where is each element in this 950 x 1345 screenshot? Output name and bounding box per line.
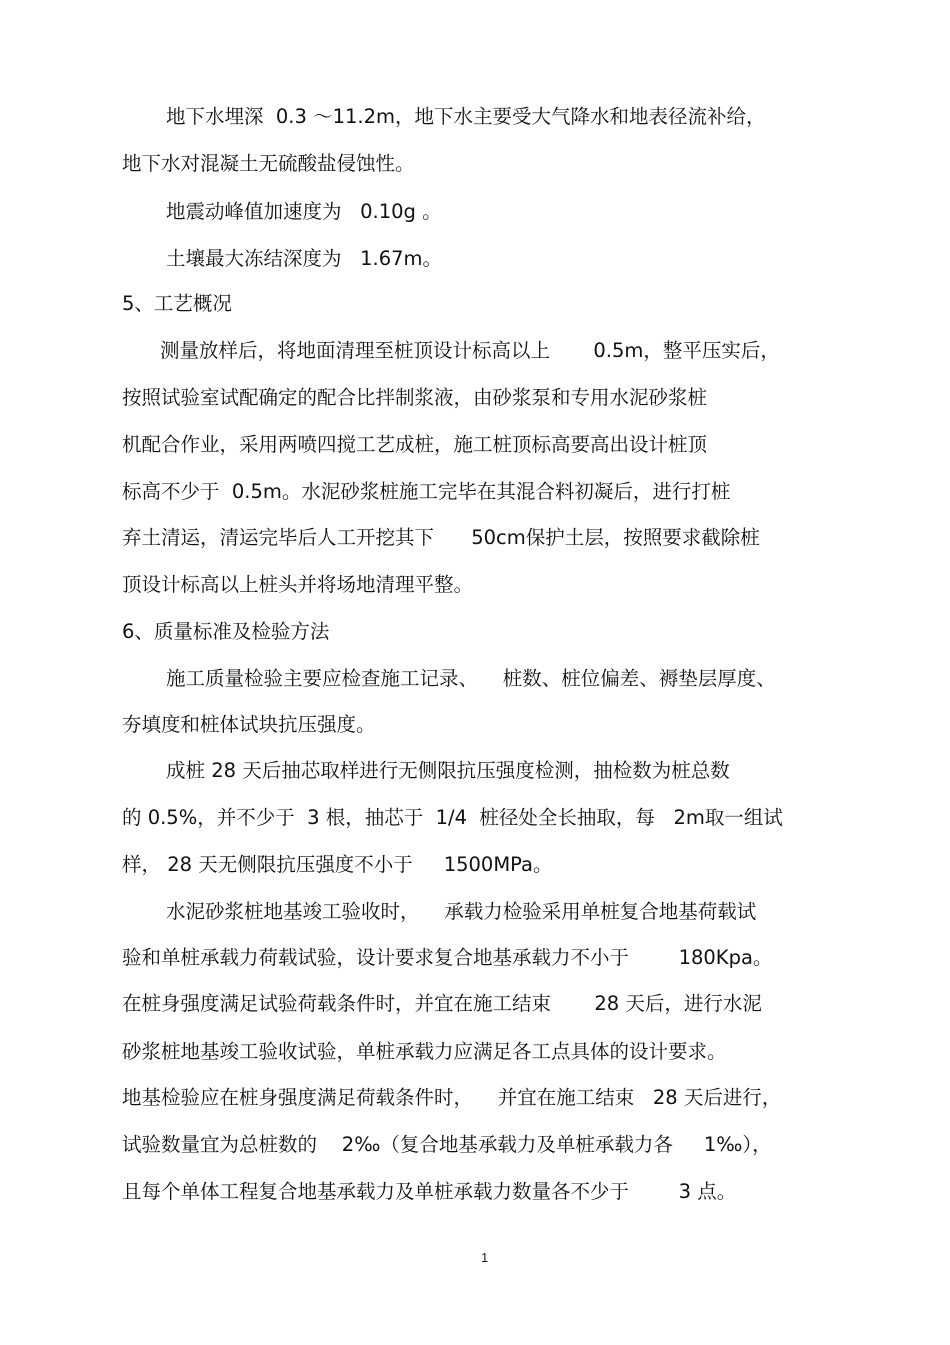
text-line-1: 地下水埋深 0.3 ～11.2m，地下水主要受大气降水和地表径流补给， bbox=[166, 105, 766, 128]
text-line-22: 地基检验应在桩身强度满足荷载条件时， 并宜在施工结束 28 天后进行， bbox=[122, 1086, 782, 1109]
text-line-11: 顶设计标高以上桩头并将场地清理平整。 bbox=[122, 573, 474, 596]
page-number: 1 bbox=[481, 1250, 489, 1265]
text-line-23: 试验数量宜为总桩数的 2‰（复合地基承载力及单桩承载力各 1‰）， bbox=[122, 1133, 772, 1156]
text-line-6: 测量放样后，将地面清理至桩顶设计标高以上 0.5m，整平压实后， bbox=[160, 339, 780, 362]
text-line-9: 标高不少于 0.5m。水泥砂浆桩施工完毕在其混合料初凝后，进行打桩 bbox=[122, 480, 731, 503]
text-line-15: 成桩 28 天后抽芯取样进行无侧限抗压强度检测，抽检数为桩总数 bbox=[166, 759, 730, 782]
text-line-4: 土壤最大冻结深度为 1.67m。 bbox=[166, 247, 443, 270]
text-line-21: 砂浆桩地基竣工验收试验，单桩承载力应满足各工点具体的设计要求。 bbox=[122, 1040, 727, 1063]
text-line-2: 地下水对混凝土无硫酸盐侵蚀性。 bbox=[122, 152, 415, 175]
text-line-3: 地震动峰值加速度为 0.10g 。 bbox=[166, 200, 442, 223]
text-line-19: 验和单桩承载力荷载试验，设计要求复合地基承载力不小于 180Kpa。 bbox=[122, 946, 773, 969]
section-heading-5: 5、工艺概况 bbox=[122, 292, 232, 315]
text-line-17: 样， 28 天无侧限抗压强度不小于 1500MPa。 bbox=[122, 853, 553, 876]
text-line-16: 的 0.5%，并不少于 3 根，抽芯于 1/4 桩径处全长抽取，每 2m取一组试 bbox=[122, 806, 783, 829]
text-line-10: 弃土清运，清运完毕后人工开挖其下 50cm保护土层，按照要求截除桩 bbox=[122, 526, 760, 549]
text-line-7: 按照试验室试配确定的配合比拌制浆液，由砂浆泵和专用水泥砂浆桩 bbox=[122, 386, 708, 409]
text-line-8: 机配合作业，采用两喷四搅工艺成桩，施工桩顶标高要高出设计桩顶 bbox=[122, 433, 708, 456]
text-line-13: 施工质量检验主要应检查施工记录、 桩数、桩位偏差、褥垫层厚度、 bbox=[166, 667, 776, 690]
text-line-24: 且每个单体工程复合地基承载力及单桩承载力数量各不少于 3 点。 bbox=[122, 1180, 737, 1203]
text-line-20: 在桩身强度满足试验荷载条件时，并宜在施工结束 28 天后，进行水泥 bbox=[122, 992, 762, 1015]
text-line-18: 水泥砂浆桩地基竣工验收时， 承载力检验采用单桩复合地基荷载试 bbox=[166, 900, 757, 923]
text-line-14: 夯填度和桩体试块抗压强度。 bbox=[122, 713, 376, 736]
section-heading-6: 6、质量标准及检验方法 bbox=[122, 620, 330, 643]
